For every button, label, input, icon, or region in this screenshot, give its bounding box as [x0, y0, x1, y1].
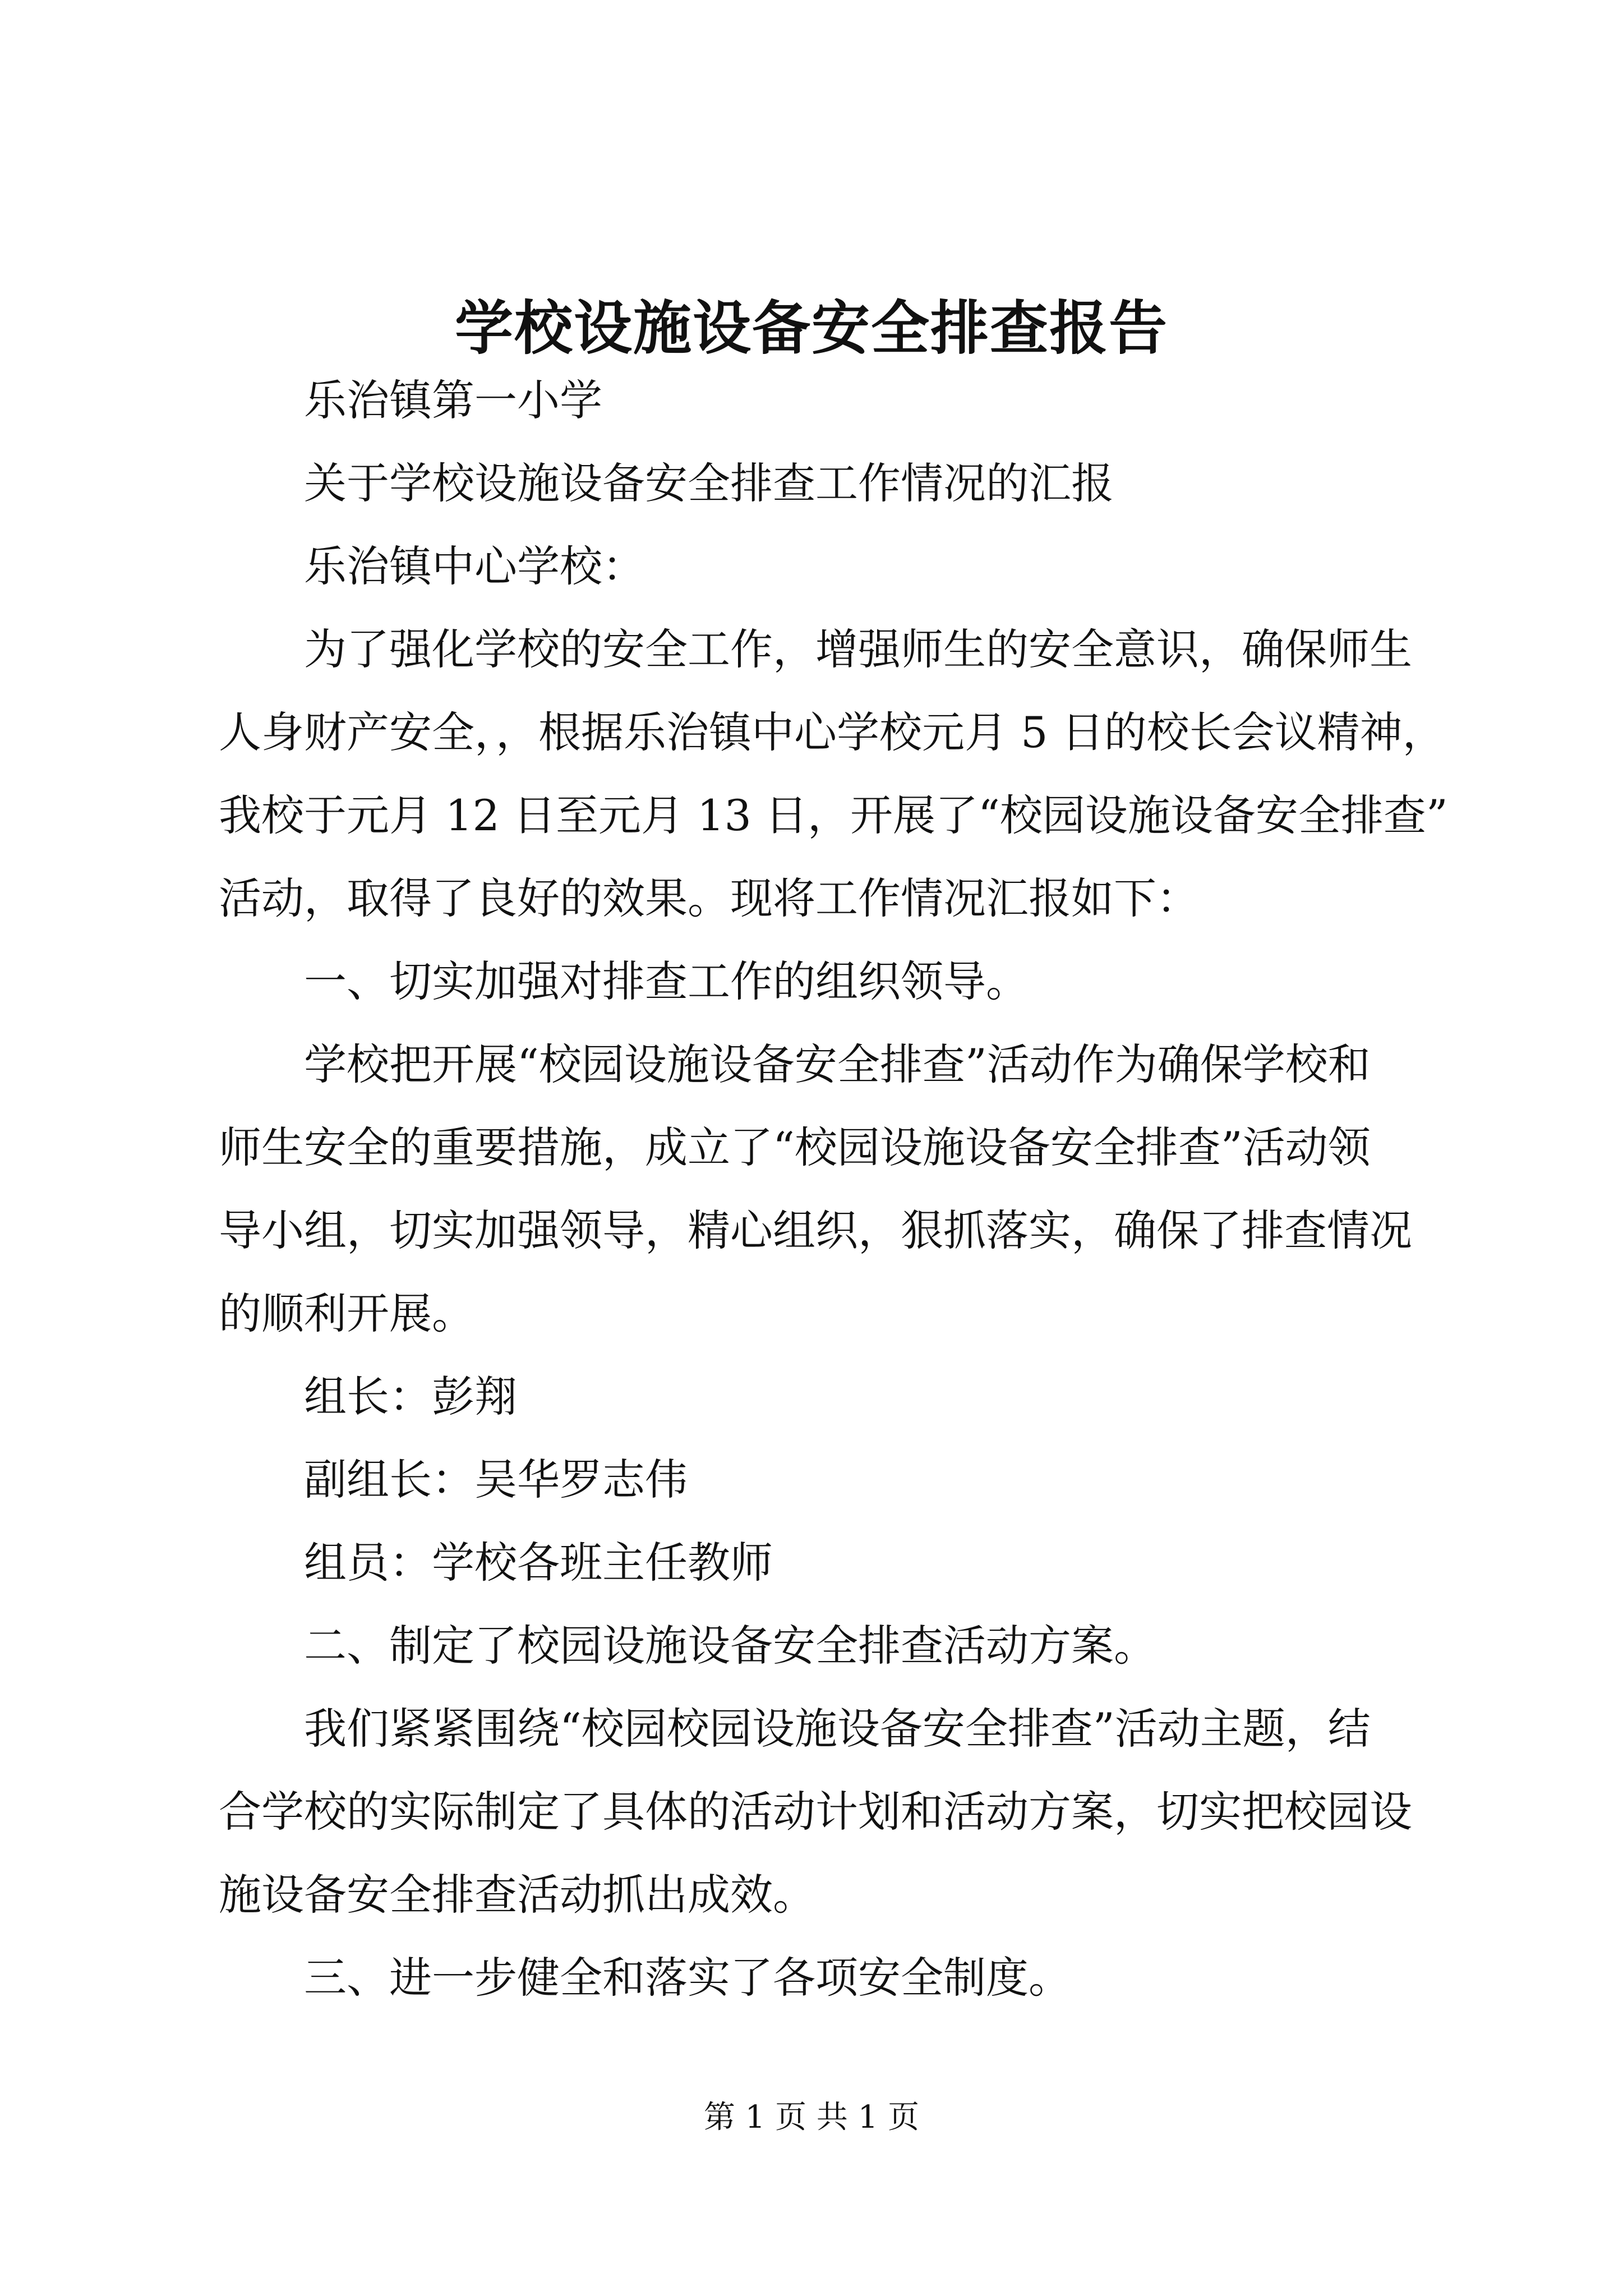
text-line: 活动，取得了良好的效果。现将工作情况汇报如下：	[219, 873, 1199, 923]
text-line: 副组长：吴华罗志伟	[304, 1455, 688, 1504]
text-line: 乐治镇中心学校：	[304, 541, 645, 591]
text-line: 合学校的实际制定了具体的活动计划和活动方案，切实把校园设	[219, 1787, 1412, 1837]
text-line: 组员：学校各班主任教师	[304, 1538, 773, 1588]
text-line: 我校于元月 12 日至元月 13 日，开展了“校园设施设备安全排查”	[219, 790, 1448, 840]
text-line: 组长：彭翔	[304, 1372, 517, 1421]
text-line: 的顺利开展。	[219, 1289, 474, 1338]
text-line: 学校把开展“校园设施设备安全排查”活动作为确保学校和	[304, 1039, 1371, 1089]
text-line: 导小组，切实加强领导，精心组织，狠抓落实，确保了排查情况	[219, 1205, 1412, 1255]
document-title: 学校设施设备安全排查报告	[454, 293, 1168, 362]
text-line: 人身财产安全，，根据乐治镇中心学校元月 5 日的校长会议精神，	[219, 707, 1445, 757]
page-footer: 第 1 页 共 1 页	[703, 2099, 920, 2136]
text-line: 师生安全的重要措施，成立了“校园设施设备安全排查”活动领	[219, 1122, 1371, 1172]
text-line: 为了强化学校的安全工作，增强师生的安全意识，确保师生	[304, 624, 1412, 674]
text-line: 关于学校设施设备安全排查工作情况的汇报	[304, 458, 1114, 508]
text-line: 三、进一步健全和落实了各项安全制度。	[304, 1953, 1071, 2003]
text-line: 二、制定了校园设施设备安全排查活动方案。	[304, 1621, 1156, 1671]
text-line: 我们紧紧围绕“校园校园设施设备安全排查”活动主题，结	[304, 1704, 1371, 1754]
text-line: 一、切实加强对排查工作的组织领导。	[304, 956, 1029, 1006]
text-line: 施设备安全排查活动抓出成效。	[219, 1870, 815, 1920]
text-line: 乐治镇第一小学	[304, 375, 602, 425]
document-body	[219, 359, 1448, 2019]
